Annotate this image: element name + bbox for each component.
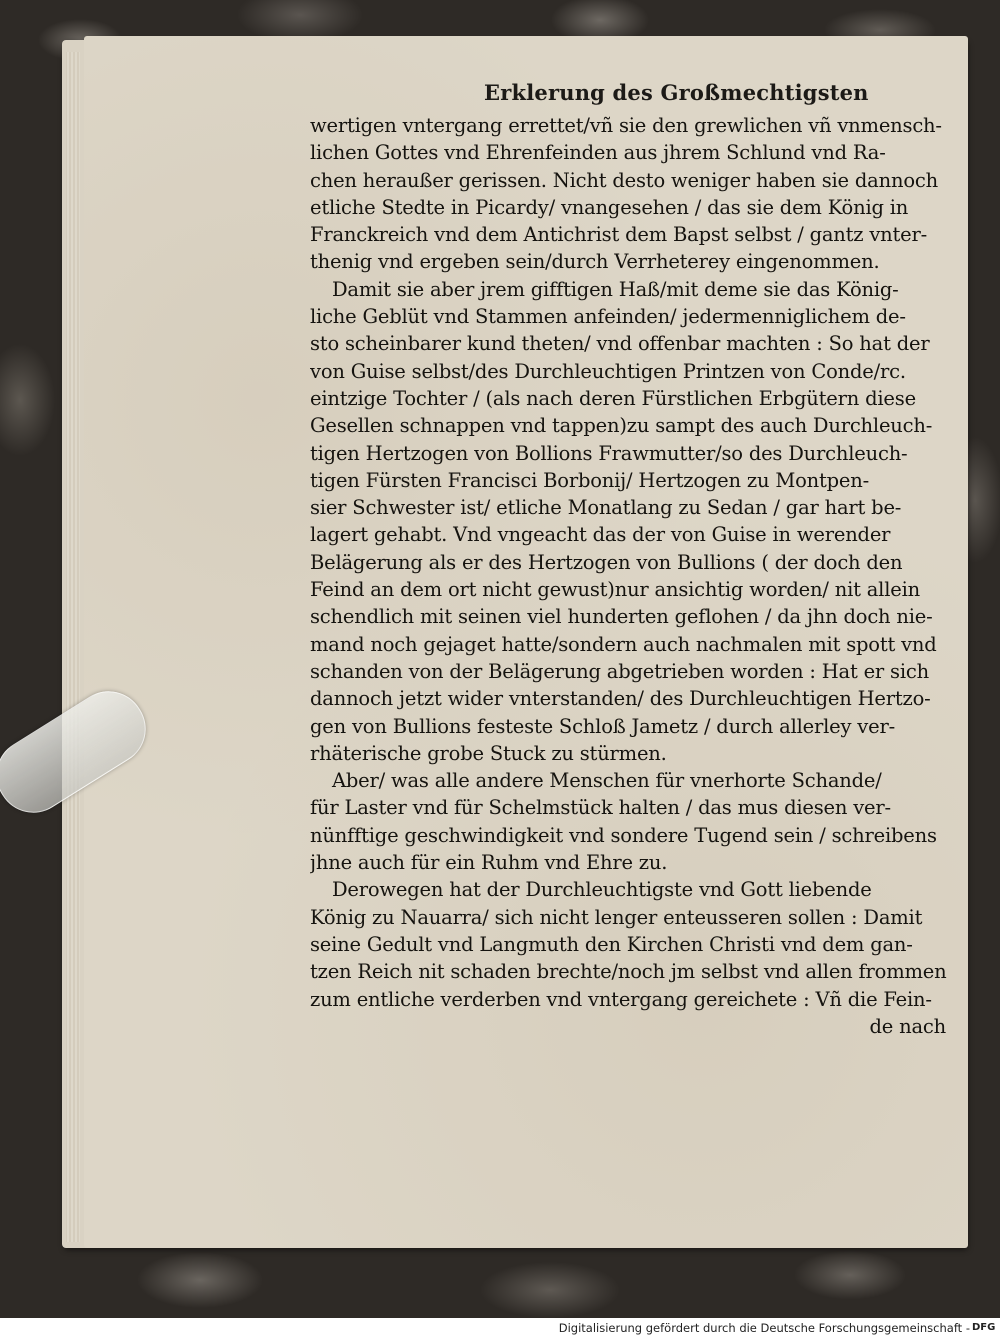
text-line: gen von Bullions festeste Schloß Jametz / durch allerley ver-: [310, 714, 895, 738]
text-line: chen heraußer gerissen. Nicht desto weniger haben sie dannoch: [310, 168, 938, 192]
text-line: Franckreich vnd dem Antichrist dem Bapst selbst / gantz vnter-: [310, 223, 928, 247]
text-line: tigen Fürsten Francisci Borbonij/ Hertzogen zu Montpen-: [310, 468, 869, 492]
text-line: liche Geblüt vnd Stammen anfeinden/ jedermenniglichem de-: [310, 305, 906, 329]
body-text: [310, 112, 964, 1040]
text-line: Derowegen hat der Durchleuchtigste vnd Gott liebende: [332, 878, 872, 902]
dfg-logo: DFG: [972, 1322, 996, 1333]
text-line: lichen Gottes vnd Ehrenfeinden aus jhrem Schlund vnd Ra-: [310, 141, 886, 165]
text-line: sier Schwester ist/ etliche Monatlang zu Sedan / gar hart be-: [310, 496, 902, 520]
text-line: tigen Hertzogen von Bollions Frawmutter/so des Durchleuch-: [310, 441, 908, 465]
text-line: dannoch jetzt wider vnterstanden/ des Durchleuchtigen Hertzo-: [310, 687, 931, 711]
text-line: tzen Reich nit schaden brechte/noch jm selbst vnd allen frommen: [310, 960, 947, 984]
running-head: Erklerung des Großmechtigsten: [484, 80, 869, 105]
text-line: eintzige Tochter / (als nach deren Fürstlichen Erbgütern diese: [310, 386, 916, 410]
text-line: schendlich mit seinen viel hunderten geflohen / da jhn doch nie-: [310, 605, 933, 629]
text-line: seine Gedult vnd Langmuth den Kirchen Christi vnd dem gan-: [310, 932, 913, 956]
text-line: jhne auch für ein Ruhm vnd Ehre zu.: [310, 851, 668, 875]
text-line: sto scheinbarer kund theten/ vnd offenbar machten : So hat der: [310, 332, 930, 356]
text-line: Feind an dem ort nicht gewust)nur ansichtig worden/ nit allein: [310, 578, 920, 602]
text-line: Aber/ was alle andere Menschen für vnerhorte Schande/: [332, 769, 882, 793]
text-line: Damit sie aber jrem gifftigen Haß/mit deme sie das König-: [332, 277, 899, 301]
text-line: schanden von der Belägerung abgetrieben worden : Hat er sich: [310, 659, 929, 683]
catchword: de nach: [869, 1014, 946, 1038]
text-line: König zu Nauarra/ sich nicht lenger enteusseren sollen : Damit: [310, 905, 923, 929]
text-line: mand noch gejaget hatte/sondern auch nachmalen mit spott vnd: [310, 632, 937, 656]
text-line: etliche Stedte in Picardy/ vnangesehen / das sie dem König in: [310, 195, 909, 219]
footer-credit: Digitalisierung gefördert durch die Deutsche Forschungsgemeinschaft -: [558, 1321, 970, 1335]
text-line: Gesellen schnappen vnd tappen)zu sampt des auch Durchleuch-: [310, 414, 933, 438]
text-line: für Laster vnd für Schelmstück halten / das mus diesen ver-: [310, 796, 891, 820]
text-line: thenig vnd ergeben sein/durch Verrheterey eingenommen.: [310, 250, 880, 274]
page-edges: [66, 52, 80, 1242]
text-line: zum entliche verderben vnd vntergang gereichete : Vñ die Fein-: [310, 987, 932, 1011]
text-line: rhäterische grobe Stuck zu stürmen.: [310, 741, 667, 765]
footer-bar: [0, 1318, 1000, 1339]
text-line: lagert gehabt. Vnd vngeacht das der von Guise in werender: [310, 523, 891, 547]
text-line: nünfftige geschwindigkeit vnd sondere Tugend sein / schreibens: [310, 823, 937, 847]
text-line: wertigen vntergang errettet/vñ sie den grewlichen vñ vnmensch-: [310, 114, 942, 137]
text-line: von Guise selbst/des Durchleuchtigen Printzen von Conde/rc.: [310, 359, 906, 383]
text-line: Belägerung als er des Hertzogen von Bullions ( der doch den: [310, 550, 903, 574]
